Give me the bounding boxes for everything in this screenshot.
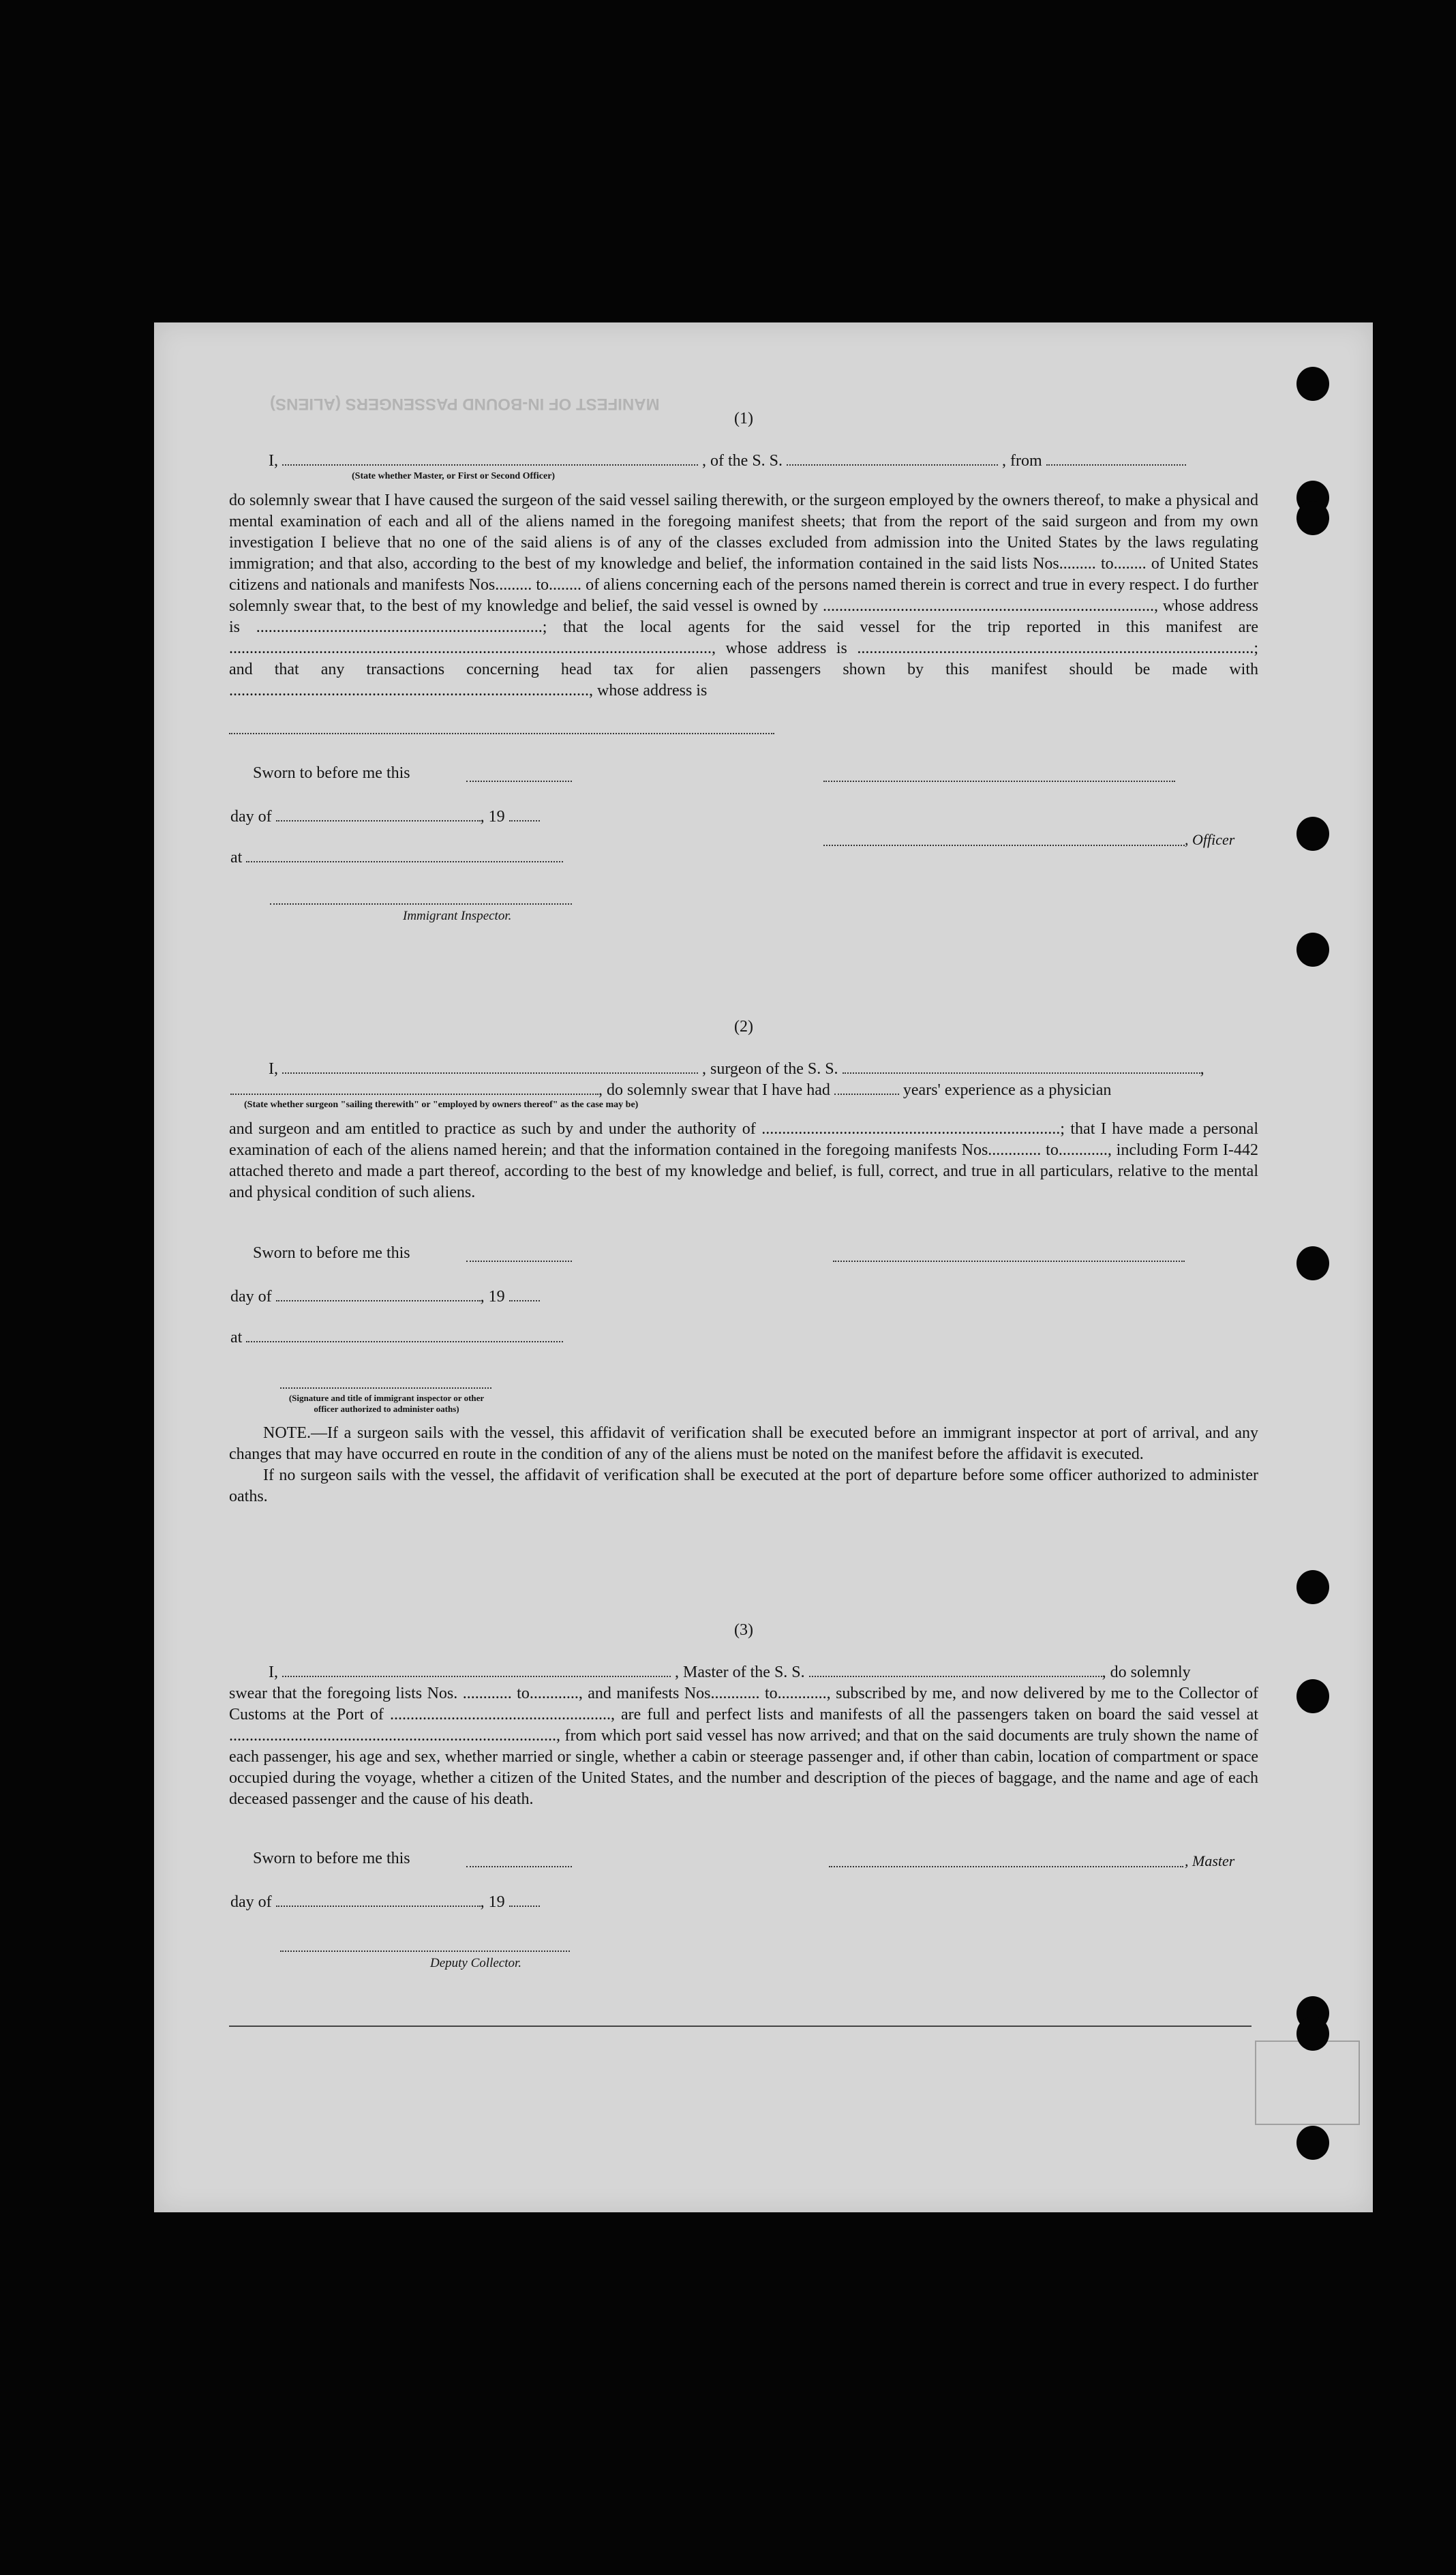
inspector-signature-line <box>270 903 572 905</box>
officer-signature-line-1 <box>823 781 1175 782</box>
section-1-number: (1) <box>734 410 753 427</box>
section-2-note: (State whether surgeon "sailing therewith" or "employed by owners thereof" as the case may be) <box>244 1100 639 1110</box>
punch-hole <box>1296 817 1329 851</box>
sworn-date-blank <box>466 781 572 782</box>
collector-signature-line <box>280 1951 570 1952</box>
section-1-at <box>230 847 563 867</box>
section-1-body: do solemnly swear that I have caused the surgeon of the said vessel sailing therewith, or the surgeon employed by the owners thereof, to make a physical and mental examination of each and all of the aliens named in the foregoing manifest sheets; that from the report of the said surgeon and from my own investigation I believe that no one of the said aliens is of any of the classes excluded from admission into the United States by the laws regulating immigration; and that also, according to the best of my knowledge and belief, the information contained in the said lists Nos......... to........ of United States citizens and nationals and manifests Nos......... to........ of aliens concerning each of the persons named therein is correct and true in every respect. I do further solemnly swear that, to the best of my knowledge and belief, the said vessel is owned by ................................................................................., whose address is ......................................................................; that the local agents for the said vessel for the trip reported in this manifest are ......................................................................................................................, whose address is .................................................................................................; and that any transactions concerning head tax for alien passengers shown by this manifest should be made with ........................................................................................, whose address is <box>229 492 1258 699</box>
oath-i-text: I, <box>269 1663 278 1681</box>
surgeon-name-blank <box>282 1059 698 1074</box>
section-3-number: (3) <box>734 1621 753 1639</box>
section-2-note-paragraph <box>229 1423 1258 1507</box>
section-1-first-line <box>269 451 1186 470</box>
punch-hole <box>1296 933 1329 967</box>
section-1-sworn: Sworn to before me this <box>253 764 410 782</box>
vessel-name-blank <box>787 451 998 466</box>
at-label: at <box>230 1329 243 1346</box>
inspector-signature-line <box>280 1387 491 1389</box>
officer-label: , Officer <box>1185 831 1235 848</box>
oath-i-text: I, <box>269 1060 278 1078</box>
year-label: , 19 <box>480 1288 505 1306</box>
vessel-label: , of the S. S. <box>702 452 783 470</box>
at-place-blank <box>246 847 563 862</box>
immigrant-inspector-label: Immigrant Inspector. <box>403 909 512 923</box>
master-label: , Master of the S. S. <box>675 1663 805 1681</box>
section-2-at <box>230 1327 563 1347</box>
from-label: , from <box>1002 452 1042 470</box>
years-experience-text: years' experience as a physician <box>903 1081 1112 1099</box>
surgeon-label: , surgeon of the S. S. <box>702 1060 838 1078</box>
punch-hole <box>1296 2017 1329 2051</box>
master-vessel-blank <box>809 1662 1102 1677</box>
document-page <box>154 322 1373 2212</box>
sworn-date-blank <box>466 1261 572 1262</box>
bleed-through-text: MANIFEST OF IN-BOUND PASSENGERS (ALIENS) <box>270 395 660 413</box>
year-blank <box>509 807 540 822</box>
day-of-label: day of <box>230 1893 272 1911</box>
section-2-second-line <box>230 1080 1111 1100</box>
year-label: , 19 <box>480 1893 505 1911</box>
section-2-first-line: I, , surgeon of the S. S. , <box>269 1060 1204 1078</box>
punch-hole <box>1296 1570 1329 1604</box>
punch-hole <box>1296 501 1329 535</box>
signature-title-note: (Signature and title of immigrant inspector or other officer authorized to administer oaths) <box>288 1393 485 1414</box>
year-blank <box>509 1892 540 1907</box>
section-1-end-blank <box>229 733 774 734</box>
page-bottom-rule <box>229 2026 1252 2027</box>
month-blank <box>276 1892 481 1907</box>
deputy-collector-label: Deputy Collector. <box>430 1956 522 1970</box>
section-2-day-of <box>230 1286 540 1306</box>
day-of-label: day of <box>230 808 272 826</box>
from-port-blank <box>1046 451 1186 466</box>
month-blank <box>276 1286 481 1301</box>
master-sign-label: , Master <box>1185 1852 1235 1869</box>
at-label: at <box>230 849 243 867</box>
officer-signature-line-2 <box>823 845 1185 846</box>
year-label: , 19 <box>480 808 505 826</box>
section-1-note: (State whether Master, or First or Second Officer) <box>352 471 556 481</box>
at-place-blank <box>246 1327 563 1342</box>
section-3-first-line <box>269 1662 1191 1682</box>
section-3-body: swear that the foregoing lists Nos. ............ to............, and manifests Nos............ to............, subscribed by me, and now delivered by me to the Collector of Customs at the Port of ......................................................, are full and perfect lists and manifests of all the passengers taken on board the said vessel at ................................................................................, from which port said vessel has now arrived; and that on the said documents are truly shown the name of each passenger, his age and sex, whether married or single, whether a cabin or steerage passenger and, if other than cabin, location of compartment or space occupied during the voyage, whether a citizen of the United States, and the number and description of the pieces of baggage, and the name and age of each deceased passenger and the cause of his death. <box>229 1685 1258 1808</box>
section-1-day-of <box>230 807 540 826</box>
section-2-body: and surgeon and am entitled to practice as such by and under the authority of .........................................................................; that I have made a personal examination of each of the aliens named herein; and that the information contained in the foregoing manifests Nos............. to............, including Form I-442 attached thereto and made a part thereof, according to the best of my knowledge and belief, is full, correct, and true in all particulars, relative to the mental and physical condition of such aliens. <box>229 1120 1258 1201</box>
oath-i-text: I, <box>269 452 278 470</box>
section-3-sworn: Sworn to before me this <box>253 1850 410 1867</box>
master-name-blank <box>282 1662 671 1677</box>
do-solemnly-text: , do solemnly <box>1102 1663 1191 1681</box>
punch-hole <box>1296 367 1329 401</box>
note-para-2: If no surgeon sails with the vessel, the affidavit of verification shall be executed at the port of departure before some officer authorized to administer oaths. <box>229 1466 1258 1505</box>
punch-hole <box>1296 1679 1329 1713</box>
sworn-date-blank <box>466 1866 572 1867</box>
section-3-day-of <box>230 1892 540 1912</box>
section-2-sworn: Sworn to before me this <box>253 1244 410 1262</box>
master-signature-line <box>829 1866 1183 1867</box>
year-blank <box>509 1286 540 1301</box>
surgeon-swear-text: , do solemnly swear that I have had <box>598 1081 830 1099</box>
surgeon-vessel-blank <box>843 1059 1200 1074</box>
officer-name-blank <box>282 451 698 466</box>
note-para-1: NOTE.—If a surgeon sails with the vessel, this affidavit of verification shall be executed before an immigrant inspector at port of arrival, and any changes that may have occurred en route in the condition of any of the aliens must be noted on the manifest before the affidavit is executed. <box>229 1424 1258 1463</box>
surgeon-signature-line <box>833 1261 1185 1262</box>
sailing-status-blank <box>230 1080 598 1095</box>
punch-hole <box>1296 1246 1329 1280</box>
day-of-label: day of <box>230 1288 272 1306</box>
faint-stamp-mark <box>1255 2041 1360 2125</box>
month-blank <box>276 807 481 822</box>
punch-hole <box>1296 2126 1329 2160</box>
section-2-number: (2) <box>734 1018 753 1036</box>
years-blank <box>834 1080 899 1095</box>
